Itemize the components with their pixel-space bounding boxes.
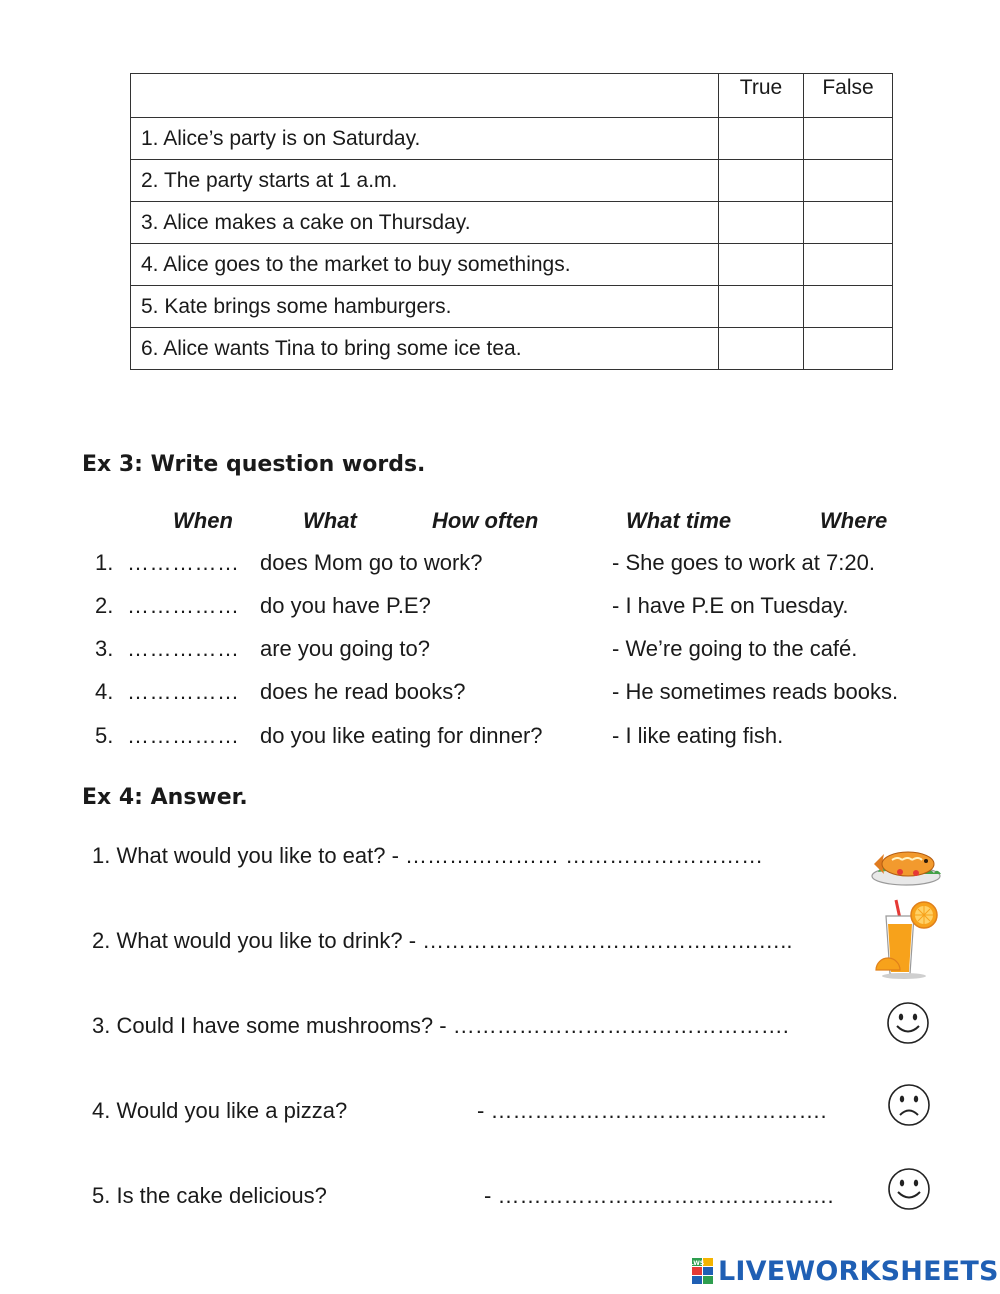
question-text: do you like eating for dinner? bbox=[260, 723, 543, 748]
statement-cell: 5. Kate brings some hamburgers. bbox=[131, 286, 719, 328]
ex3-item bbox=[0, 723, 1000, 753]
false-answer-box[interactable] bbox=[804, 202, 893, 244]
true-false-table bbox=[130, 73, 893, 370]
answer-blank[interactable]: …………… bbox=[127, 679, 240, 704]
question-text: does he read books? bbox=[260, 679, 466, 704]
statement-cell: 2. The party starts at 1 a.m. bbox=[131, 160, 719, 202]
orange-juice-icon bbox=[874, 898, 940, 980]
answer-blank[interactable]: …………… bbox=[127, 723, 240, 748]
false-answer-box[interactable] bbox=[804, 244, 893, 286]
answer-text: - I like eating fish. bbox=[612, 723, 784, 748]
question-text: are you going to? bbox=[260, 636, 431, 661]
table-row bbox=[131, 202, 893, 244]
item-number: 2. bbox=[95, 593, 114, 618]
fish-plate-icon bbox=[866, 838, 946, 888]
answer-text: - She goes to work at 7:20. bbox=[612, 550, 875, 575]
word-what: What bbox=[303, 508, 357, 533]
ex3-item bbox=[0, 679, 1000, 709]
statement-cell: 1. Alice’s party is on Saturday. bbox=[131, 118, 719, 160]
answer-blank[interactable]: …………… bbox=[127, 550, 240, 575]
table-row bbox=[131, 328, 893, 370]
word-where: Where bbox=[820, 508, 888, 533]
ex4-item-1[interactable]: 1. What would you like to eat? - ………………… ……………………… bbox=[92, 843, 764, 868]
question-text: do you have P.E? bbox=[260, 593, 431, 618]
table-row bbox=[131, 160, 893, 202]
table-header-false: False bbox=[804, 74, 893, 118]
true-answer-box[interactable] bbox=[719, 118, 804, 160]
item-number: 1. bbox=[95, 550, 114, 575]
table-row bbox=[131, 244, 893, 286]
liveworksheets-logo-icon bbox=[689, 1258, 714, 1284]
ex4-item-4-question: 4. Would you like a pizza? bbox=[92, 1098, 348, 1123]
true-answer-box[interactable] bbox=[719, 328, 804, 370]
statement-cell: 4. Alice goes to the market to buy somethings. bbox=[131, 244, 719, 286]
table-row bbox=[131, 286, 893, 328]
ex4-item-5-question: 5. Is the cake delicious? bbox=[92, 1183, 327, 1208]
statement-cell: 6. Alice wants Tina to bring some ice tea. bbox=[131, 328, 719, 370]
ex3-item bbox=[0, 550, 1000, 580]
answer-blank[interactable]: …………… bbox=[127, 593, 240, 618]
table-row bbox=[131, 118, 893, 160]
table-header-row bbox=[131, 74, 893, 118]
liveworksheets-logo bbox=[689, 1254, 999, 1288]
false-answer-box[interactable] bbox=[804, 286, 893, 328]
table-header-true: True bbox=[719, 74, 804, 118]
true-answer-box[interactable] bbox=[719, 160, 804, 202]
ex3-item bbox=[0, 593, 1000, 623]
item-number: 4. bbox=[95, 679, 114, 704]
smiley-happy-icon bbox=[886, 1166, 932, 1212]
smiley-sad-icon bbox=[886, 1082, 932, 1128]
logo-text: LIVEWORKSHEETS bbox=[718, 1255, 999, 1287]
answer-blank[interactable]: …………… bbox=[127, 636, 240, 661]
true-answer-box[interactable] bbox=[719, 202, 804, 244]
true-answer-box[interactable] bbox=[719, 286, 804, 328]
ex4-item-4-answer[interactable]: - ………………………………………. bbox=[477, 1098, 827, 1123]
ex4-item-2[interactable]: 2. What would you like to drink? - ……………………………………….….. bbox=[92, 928, 793, 953]
statement-cell: 3. Alice makes a cake on Thursday. bbox=[131, 202, 719, 244]
ex4-heading: Ex 4: Answer. bbox=[82, 785, 248, 810]
ex4-item-3[interactable]: 3. Could I have some mushrooms? - ………………………………………. bbox=[92, 1013, 789, 1038]
false-answer-box[interactable] bbox=[804, 118, 893, 160]
ex3-item bbox=[0, 636, 1000, 666]
table-header-blank bbox=[131, 74, 719, 118]
word-when: When bbox=[173, 508, 233, 533]
word-what-time: What time bbox=[626, 508, 732, 533]
item-number: 3. bbox=[95, 636, 114, 661]
answer-text: - I have P.E on Tuesday. bbox=[612, 593, 849, 618]
word-how-often: How often bbox=[432, 508, 539, 533]
ex4-item-5-answer[interactable]: - ………………………………………. bbox=[484, 1183, 834, 1208]
question-text: does Mom go to work? bbox=[260, 550, 483, 575]
smiley-happy-icon bbox=[885, 1000, 931, 1046]
false-answer-box[interactable] bbox=[804, 328, 893, 370]
answer-text: - He sometimes reads books. bbox=[612, 679, 899, 704]
false-answer-box[interactable] bbox=[804, 160, 893, 202]
ex3-heading: Ex 3: Write question words. bbox=[82, 452, 426, 477]
logo-icon-letter: LWS bbox=[689, 1260, 705, 1267]
answer-text: - We’re going to the café. bbox=[612, 636, 858, 661]
item-number: 5. bbox=[95, 723, 114, 748]
true-answer-box[interactable] bbox=[719, 244, 804, 286]
